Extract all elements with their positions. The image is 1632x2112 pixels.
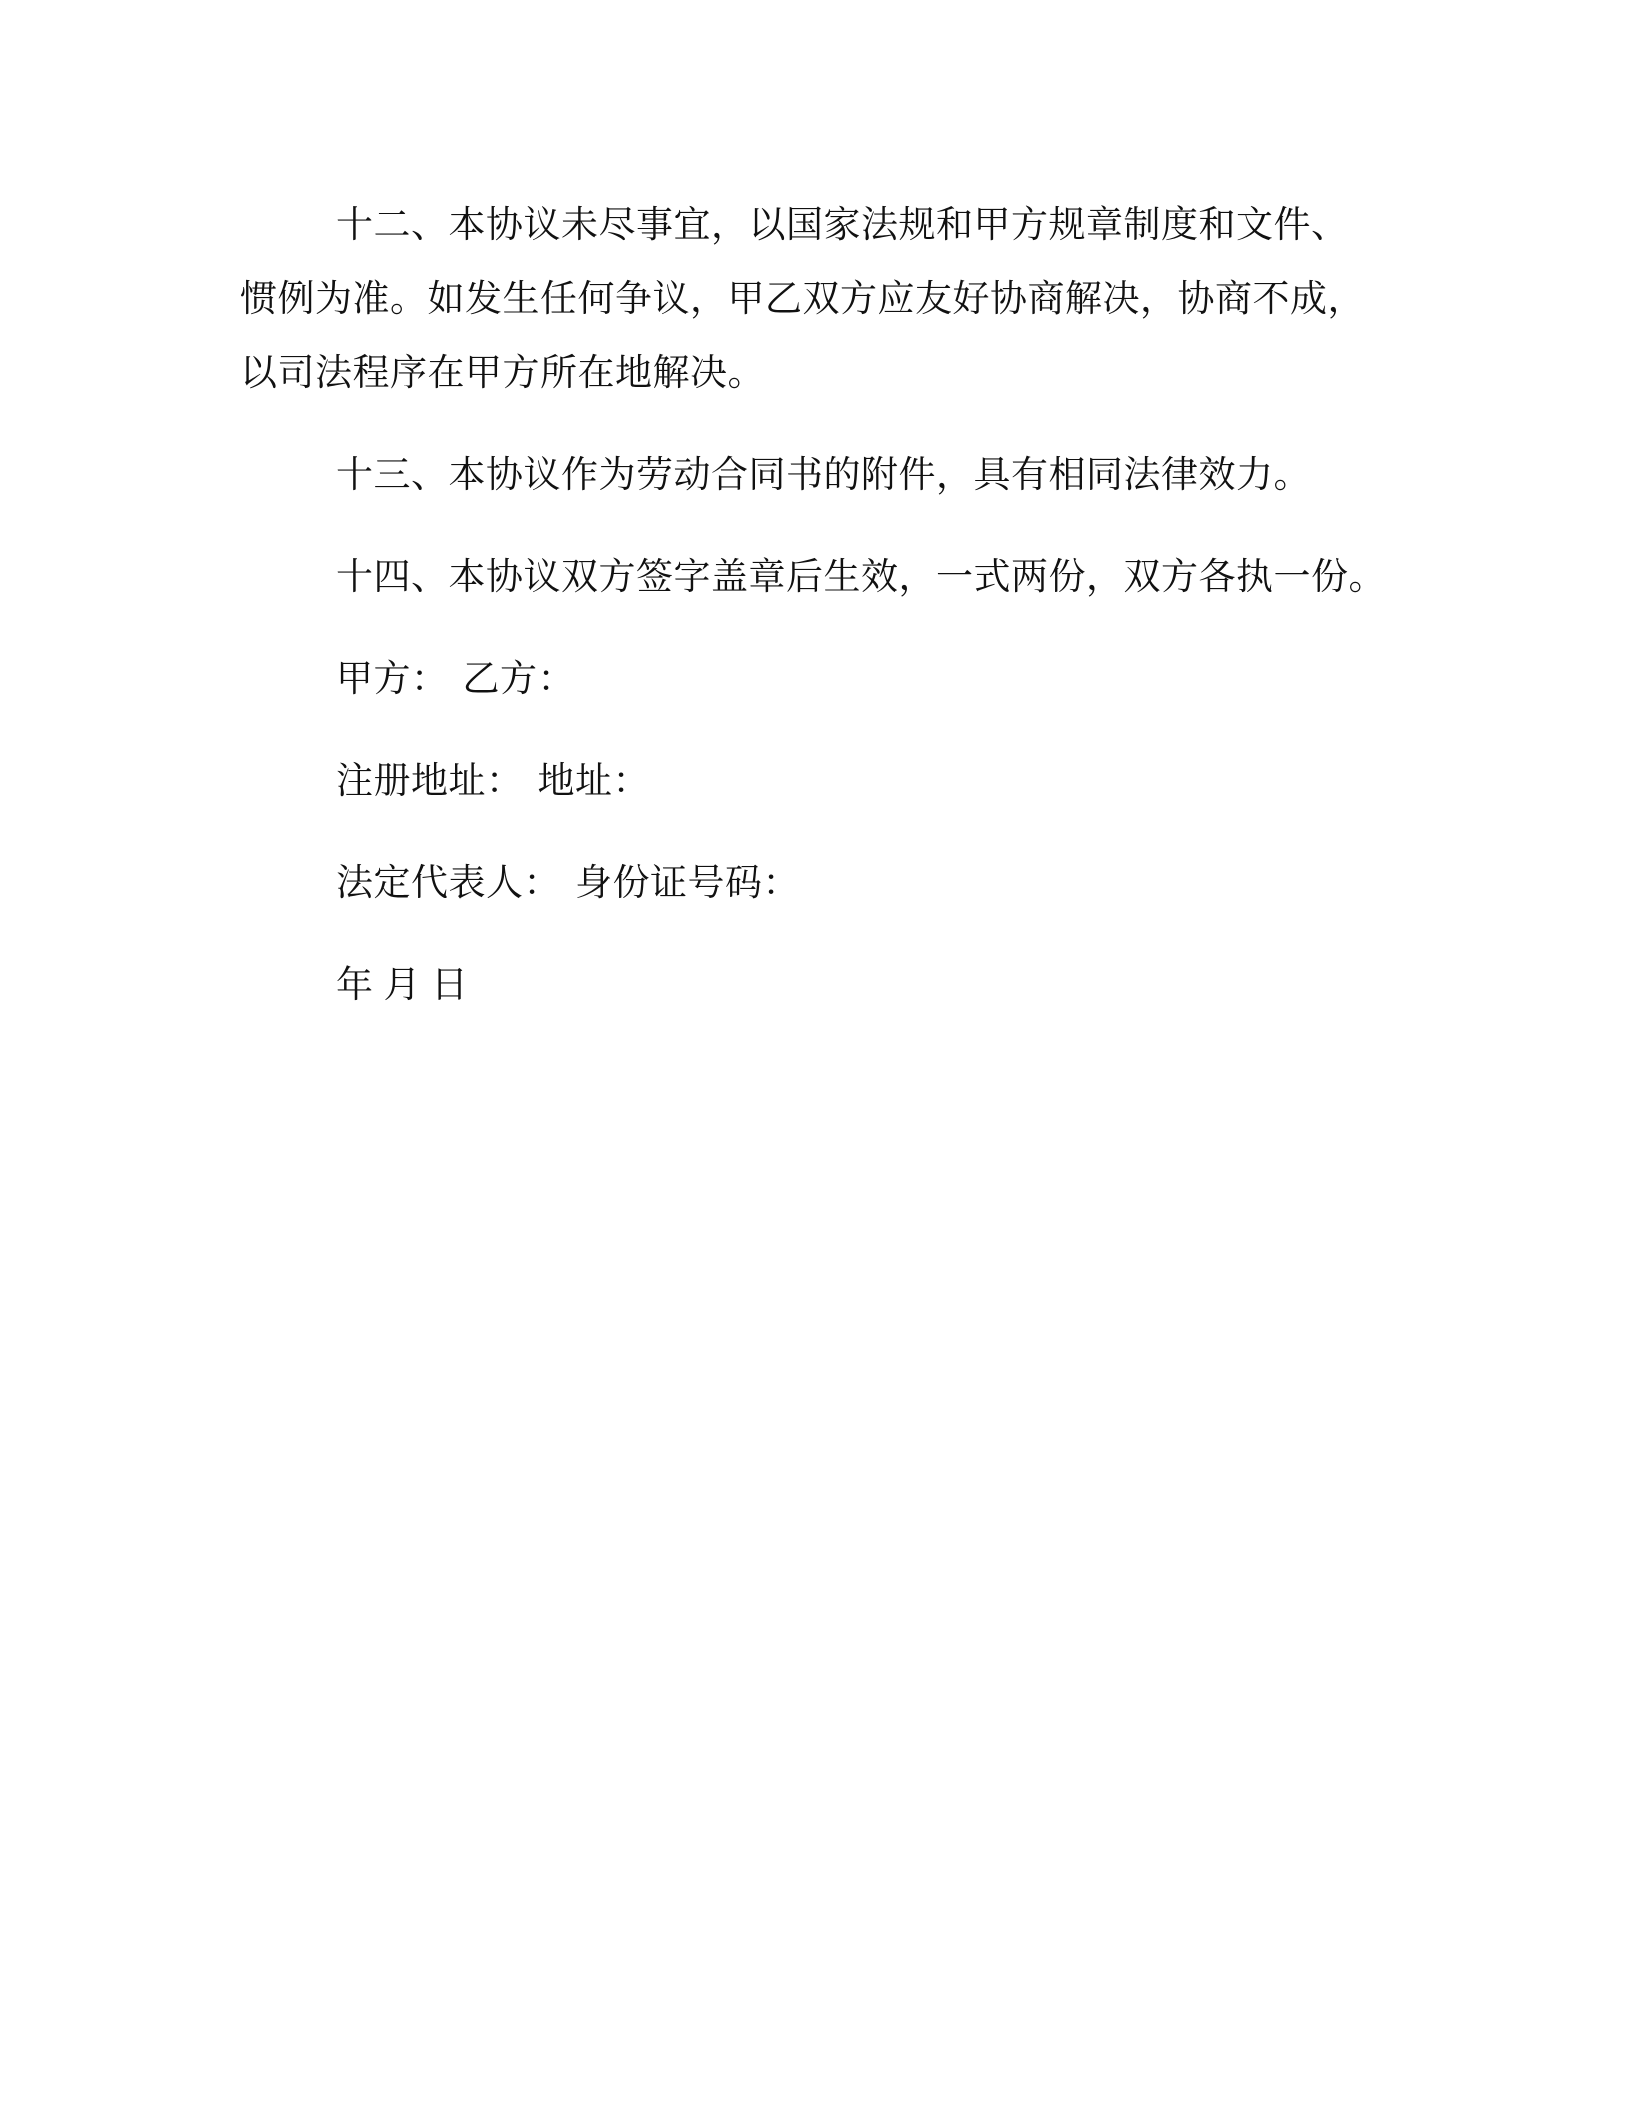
- paragraph-spacer: [240, 818, 1380, 846]
- paragraph-spacer: [240, 920, 1380, 948]
- party-b-label: 乙方：: [462, 657, 575, 700]
- clause-12-paragraph: 十二、本协议未尽事宜，以国家法规和甲方规章制度和文件、惯例为准。如发生任何争议，甲乙双方应友好协商解决，协商不成，以司法程序在甲方所在地解决。: [240, 203, 1365, 394]
- legal-representative-label: 法定代表人：: [336, 861, 561, 904]
- paragraph-spacer: [240, 512, 1380, 540]
- clause-13-paragraph: 十三、本协议作为劳动合同书的附件，具有相同法律效力。: [336, 453, 1311, 496]
- party-a-label: 甲方：: [336, 657, 449, 700]
- paragraph-spacer: [240, 410, 1380, 438]
- date-day-label: 日: [431, 963, 469, 1006]
- document-body: [240, 188, 1386, 1022]
- clause-14-paragraph: 十四、本协议双方签字盖章后生效，一式两份，双方各执一份。: [336, 555, 1386, 598]
- signature-address-line: [240, 744, 1380, 818]
- registered-address-label: 注册地址：: [336, 759, 524, 802]
- date-month-label: 月: [383, 963, 421, 1006]
- signature-representative-line: [240, 846, 1380, 920]
- paragraph-spacer: [240, 614, 1380, 642]
- date-year-label: 年: [336, 963, 374, 1006]
- id-number-label: 身份证号码：: [575, 861, 800, 904]
- signature-date-line: [240, 948, 1380, 1022]
- address-label: 地址：: [537, 759, 650, 802]
- signature-parties-line: [240, 642, 1380, 716]
- paragraph-spacer: [240, 716, 1380, 744]
